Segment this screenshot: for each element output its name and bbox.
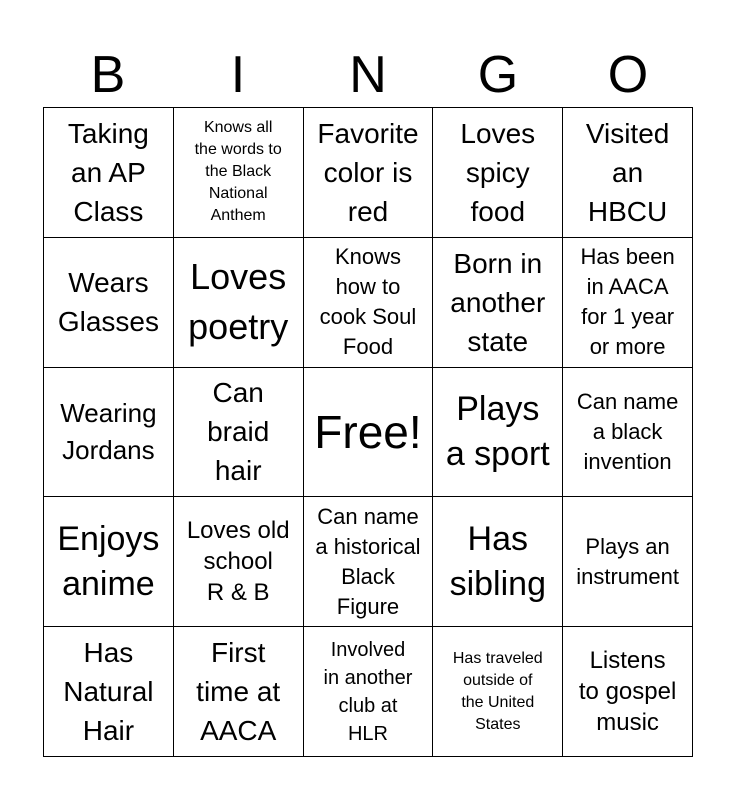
bingo-cell[interactable]: Taking an AP Class <box>44 108 174 238</box>
header-letter-b: B <box>90 46 126 104</box>
bingo-cell[interactable]: Favorite color is red <box>304 108 434 238</box>
bingo-grid <box>43 107 693 757</box>
bingo-cell[interactable]: Involved in another club at HLR <box>304 627 434 757</box>
bingo-cell[interactable]: Can name a black invention <box>563 368 693 498</box>
header-letter-n: N <box>349 46 387 104</box>
bingo-cell[interactable]: Has traveled outside of the United States <box>433 627 563 757</box>
bingo-cell[interactable]: First time at AACA <box>174 627 304 757</box>
bingo-cell[interactable]: Loves poetry <box>174 238 304 368</box>
bingo-header <box>43 44 693 106</box>
bingo-cell[interactable]: Can braid hair <box>174 368 304 498</box>
bingo-cell[interactable]: Born in another state <box>433 238 563 368</box>
bingo-cell[interactable]: Loves spicy food <box>433 108 563 238</box>
bingo-cell[interactable]: Wearing Jordans <box>44 368 174 498</box>
header-letter-i: I <box>230 46 246 104</box>
bingo-cell[interactable]: Visited an HBCU <box>563 108 693 238</box>
bingo-cell[interactable]: Knows all the words to the Black National Anthem <box>174 108 304 238</box>
bingo-cell[interactable]: Can name a historical Black Figure <box>304 497 434 627</box>
header-letter-o: O <box>607 46 649 104</box>
bingo-cell[interactable]: Loves old school R & B <box>174 497 304 627</box>
bingo-cell[interactable]: Has sibling <box>433 497 563 627</box>
bingo-cell[interactable]: Knows how to cook Soul Food <box>304 238 434 368</box>
bingo-cell[interactable]: Has been in AACA for 1 year or more <box>563 238 693 368</box>
bingo-cell[interactable]: Listens to gospel music <box>563 627 693 757</box>
bingo-cell[interactable]: Has Natural Hair <box>44 627 174 757</box>
bingo-cell[interactable]: Enjoys anime <box>44 497 174 627</box>
header-letter-g: G <box>477 46 519 104</box>
bingo-cell[interactable]: Wears Glasses <box>44 238 174 368</box>
bingo-cell[interactable]: Plays a sport <box>433 368 563 498</box>
bingo-cell[interactable]: Plays an instrument <box>563 497 693 627</box>
free-space[interactable]: Free! <box>304 368 434 498</box>
